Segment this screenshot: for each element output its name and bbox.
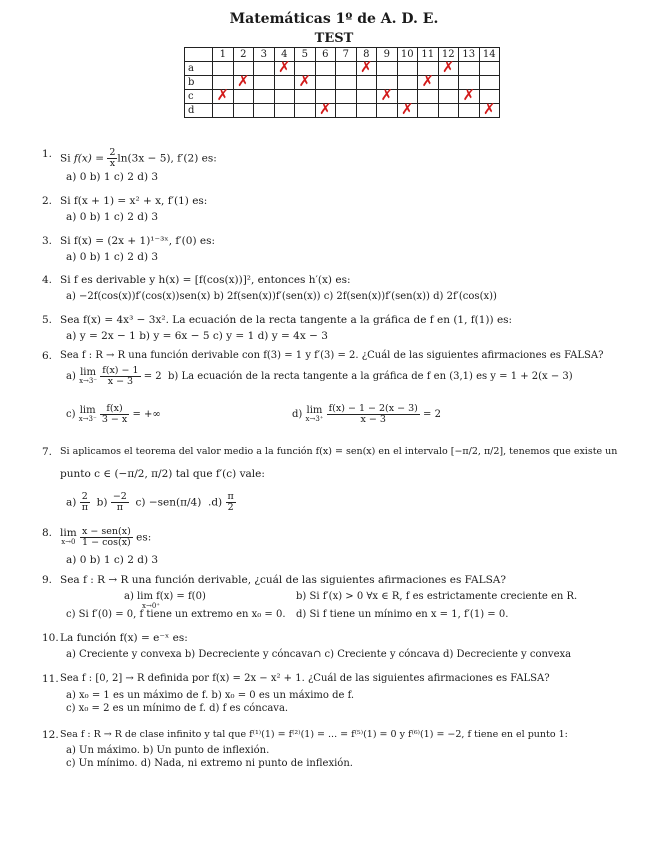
grid-cell[interactable] [274, 104, 295, 118]
grid-cell[interactable] [315, 100, 336, 118]
question-7-line2: punto c ∈ (−π/2, π/2) tal que f′(c) vale: [60, 468, 265, 480]
denominator: π [81, 502, 88, 513]
option-letter: d) [292, 409, 303, 420]
grid-cell[interactable] [233, 72, 254, 90]
cross-mark-icon: ✗ [277, 58, 291, 76]
denominator: 3 − x [101, 414, 128, 425]
grid-col-header: 1 [213, 48, 234, 62]
answers-12-ab: a) Un máximo. b) Un punto de inflexión. [66, 745, 270, 756]
option-letter: b) [96, 496, 108, 509]
grid-cell[interactable] [377, 86, 398, 104]
numerator: f(x) [100, 404, 129, 415]
lim-label: lim [80, 366, 96, 378]
option-letter: a) [66, 496, 77, 509]
grid-cell[interactable] [479, 76, 500, 90]
question-number: 5. [42, 314, 53, 326]
grid-cell[interactable] [356, 90, 377, 104]
grid-cell[interactable] [315, 62, 336, 76]
question-number: 1. [42, 148, 53, 160]
grid-row-label: a [185, 62, 213, 76]
question-text [60, 527, 151, 548]
grid-cell[interactable] [233, 104, 254, 118]
question-number: 10. [42, 632, 59, 644]
grid-cell[interactable] [336, 104, 357, 118]
grid-cell[interactable] [254, 90, 275, 104]
grid-cell[interactable] [315, 76, 336, 90]
lim-sub: x→0⁺ [142, 602, 160, 610]
grid-cell[interactable] [254, 104, 275, 118]
question-text: La función f(x) = e⁻ˣ es: [60, 632, 188, 644]
answer-9b: b) Si f′(x) > 0 ∀x ∈ R, f es estrictamente creciente en R. [296, 591, 578, 602]
grid-cell[interactable] [233, 90, 254, 104]
grid-cell[interactable] [377, 104, 398, 118]
question-text: f(x) = [73, 152, 108, 165]
grid-row-label: b [185, 76, 213, 90]
answers-11-cd: c) x₀ = 2 es un mínimo de f. d) f es cóncava. [66, 703, 289, 714]
answers-8: a) 0 b) 1 c) 2 d) 3 [66, 554, 159, 566]
limit [306, 406, 324, 424]
denominator: x − 3 [107, 376, 134, 387]
grid-col-header: 7 [336, 48, 357, 62]
question-number: 4. [42, 274, 53, 286]
cross-mark-icon: ✗ [380, 86, 394, 104]
grid-corner [185, 48, 213, 62]
question-number: 6. [42, 350, 53, 362]
fraction [80, 492, 90, 513]
option-letter: c) [66, 409, 76, 420]
question-text: Sea f(x) = 4x³ − 3x². La ecuación de la recta tangente a la gráfica de f en (1, f(1)) es: [60, 314, 513, 326]
option-text: = 2 [423, 409, 441, 420]
lim-label: lim [60, 526, 77, 539]
grid-row-label: c [185, 90, 213, 104]
cross-mark-icon: ✗ [298, 72, 312, 90]
grid-row [185, 104, 500, 118]
grid-cell[interactable] [295, 104, 316, 118]
grid-cell[interactable] [459, 104, 480, 118]
numerator: f(x) − 1 − 2(x − 3) [328, 403, 418, 414]
grid-cell[interactable] [356, 104, 377, 118]
lim-label: lim [79, 404, 96, 416]
grid-cell[interactable] [356, 58, 377, 76]
numerator: x − sen(x) [82, 526, 131, 537]
question-text: Sea f : R → R de clase infinito y tal que f⁽¹⁾(1) = f⁽²⁾(1) = ... = f⁽⁵⁾(1) = 0 y f⁽⁶⁾(1) = −2, f tiene en el punto 1: [60, 729, 568, 740]
grid-col-header: 9 [377, 48, 398, 62]
option-text: = 2 [143, 371, 162, 382]
grid-cell[interactable] [336, 90, 357, 104]
numerator: −2 [112, 491, 127, 502]
denominator: π [116, 502, 123, 513]
fraction [111, 492, 129, 513]
fraction [226, 492, 236, 513]
grid-cell[interactable] [213, 62, 234, 76]
grid-row [185, 90, 500, 104]
answer-grid [184, 47, 500, 118]
question-text: Si aplicamos el teorema del valor medio a la función f(x) = sen(x) en el intervalo [−π/2, π/2], tenemos que existe un [60, 446, 618, 457]
limit [79, 368, 97, 386]
answers-5: a) y = 2x − 1 b) y = 6x − 5 c) y = 1 d) y = 4x − 3 [66, 330, 328, 342]
grid-cell[interactable] [356, 76, 377, 90]
grid-cell[interactable] [254, 62, 275, 76]
lim-sub: x→0 [61, 537, 76, 546]
answer-6b: b) La ecuación de la recta tangente a la gráfica de f en (3,1) es y = 1 + 2(x − 3) [168, 371, 573, 382]
numerator: 2 [80, 492, 90, 503]
grid-cell[interactable] [459, 62, 480, 76]
grid-cell[interactable] [336, 76, 357, 90]
limit [79, 406, 97, 424]
fraction [100, 366, 140, 387]
answers-1: a) 0 b) 1 c) 2 d) 3 [66, 171, 159, 183]
question-number: 9. [42, 574, 53, 586]
cross-mark-icon: ✗ [318, 100, 332, 118]
answer-6c [66, 404, 161, 425]
grid-col-header: 8 [356, 48, 377, 62]
answer-9d: d) Si f tiene un mínimo en x = 1, f′(1) = 0. [296, 609, 509, 620]
question-text: Si f es derivable y h(x) = [f(cos(x))]², entonces h′(x) es: [60, 274, 351, 286]
grid-cell[interactable] [438, 90, 459, 104]
grid-cell[interactable] [295, 90, 316, 104]
grid-cell[interactable] [254, 76, 275, 90]
denominator: x − 3 [360, 414, 386, 425]
grid-cell[interactable] [274, 90, 295, 104]
test-subtitle: TEST [314, 31, 354, 46]
option-text: a) lim f(x) = f(0) [124, 591, 206, 602]
answers-11-ab: a) x₀ = 1 es un máximo de f. b) x₀ = 0 es un máximo de f. [66, 690, 355, 701]
grid-cell[interactable] [418, 72, 439, 90]
question-number: 3. [42, 235, 53, 247]
question-text: Sea f : [0, 2] → R definida por f(x) = 2x − x² + 1. ¿Cuál de las siguientes afirmaciones es FALSA? [60, 673, 550, 684]
answer-9c: c) Si f′(0) = 0, f tiene un extremo en x₀ = 0. [66, 609, 286, 620]
grid-cell[interactable] [213, 104, 234, 118]
answers-4: a) −2f(cos(x))f′(cos(x))sen(x) b) 2f(sen(x))f′(sen(x)) c) 2f(sen(x))f′(sen(x)) d) 2f′(cos(x)) [66, 291, 497, 302]
option-letter: a) [66, 371, 76, 382]
question-text: Sea f : R → R una función derivable con f(3) = 1 y f′(3) = 2. ¿Cuál de las siguientes afirmaciones es FALSA? [60, 350, 604, 361]
question-number: 8. [42, 527, 53, 539]
question-text: Si f(x + 1) = x² + x, f′(1) es: [60, 195, 208, 207]
denominator: 2 [227, 502, 234, 513]
grid-cell[interactable] [274, 76, 295, 90]
fraction [327, 404, 420, 425]
denominator: 1 − cos(x) [82, 537, 131, 548]
fraction [107, 148, 117, 169]
question-number: 11. [42, 673, 59, 685]
grid-row [185, 62, 500, 76]
question-text: ln(3x − 5), f′(2) es: [117, 152, 217, 165]
cross-mark-icon: ✗ [482, 100, 496, 118]
grid-cell[interactable] [459, 86, 480, 104]
fraction [80, 527, 133, 548]
grid-col-header: 13 [459, 48, 480, 62]
numerator: π [227, 491, 234, 502]
numerator: f(x) − 1 [102, 365, 139, 376]
grid-cell[interactable] [336, 62, 357, 76]
answers-7 [66, 492, 236, 513]
grid-cell[interactable] [438, 104, 459, 118]
cross-mark-icon: ✗ [441, 58, 455, 76]
lim-sub: x→3⁻ [78, 414, 97, 423]
answers-10: a) Creciente y convexa b) Decreciente y cóncava∩ c) Creciente y cóncava d) Decreciente y convexa [66, 649, 572, 660]
grid-col-header: 6 [315, 48, 336, 62]
grid-row-label: d [185, 104, 213, 118]
question-text: Si f(x) = (2x + 1)¹⁻³ˣ, f′(0) es: [60, 235, 216, 247]
grid-cell[interactable] [438, 58, 459, 76]
page-title: Matemáticas 1º de A. D. E. [229, 11, 439, 27]
grid-cell[interactable] [438, 76, 459, 90]
grid-cell[interactable] [295, 72, 316, 90]
grid-col-header: 14 [479, 48, 500, 62]
fraction [100, 404, 129, 425]
question-number: 12. [42, 729, 59, 741]
grid-col-header: 2 [233, 48, 254, 62]
grid-cell[interactable] [213, 86, 234, 104]
answers-3: a) 0 b) 1 c) 2 d) 3 [66, 251, 159, 263]
cross-mark-icon: ✗ [236, 72, 250, 90]
lim-label: lim [306, 404, 323, 416]
question-text: Sea f : R → R una función derivable, ¿cuál de las siguientes afirmaciones es FALSA? [60, 574, 506, 586]
grid-col-header: 12 [438, 48, 459, 62]
grid-cell[interactable] [274, 58, 295, 76]
limit [60, 526, 77, 547]
cross-mark-icon: ✗ [359, 58, 373, 76]
cross-mark-icon: ✗ [462, 86, 476, 104]
grid-cell[interactable] [397, 62, 418, 76]
grid-cell[interactable] [397, 76, 418, 90]
cross-mark-icon: ✗ [216, 86, 230, 104]
option-letter: .d) [208, 496, 223, 509]
grid-col-header: 11 [418, 48, 439, 62]
answer-6a [66, 366, 573, 387]
option-text: es: [136, 531, 152, 544]
grid-cell[interactable] [418, 104, 439, 118]
grid-cell[interactable] [418, 90, 439, 104]
option-text: c) −sen(π/4) [135, 496, 202, 509]
numerator: 2 [109, 147, 116, 158]
denominator: x [109, 158, 116, 169]
lim-sub: x→3⁻ [79, 376, 98, 385]
grid-cell[interactable] [397, 100, 418, 118]
grid-col-header: 5 [295, 48, 316, 62]
question-text: Si [60, 152, 74, 165]
option-text: = +∞ [132, 409, 161, 420]
grid-col-header: 10 [397, 48, 418, 62]
answers-2: a) 0 b) 1 c) 2 d) 3 [66, 211, 159, 223]
cross-mark-icon: ✗ [421, 72, 435, 90]
lim-sub: x→3⁺ [305, 414, 324, 423]
answer-6d [292, 404, 441, 425]
grid-col-header: 3 [254, 48, 275, 62]
grid-cell[interactable] [479, 100, 500, 118]
question-number: 2. [42, 195, 53, 207]
grid-col-header: 4 [274, 48, 295, 62]
answer-9a [124, 591, 206, 610]
cross-mark-icon: ✗ [400, 100, 414, 118]
grid-cell[interactable] [377, 62, 398, 76]
answers-12-cd: c) Un mínimo. d) Nada, ni extremo ni punto de inflexión. [66, 758, 353, 769]
question-number: 7. [42, 446, 53, 458]
grid-cell[interactable] [479, 62, 500, 76]
